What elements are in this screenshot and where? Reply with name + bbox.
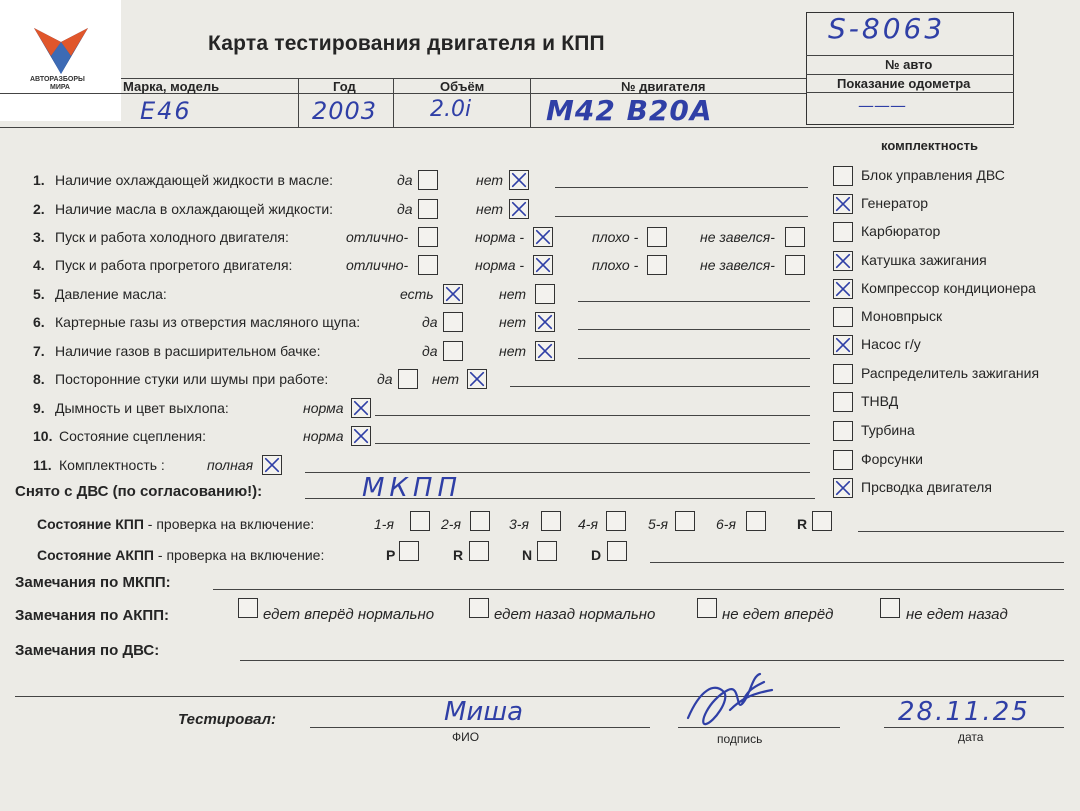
year-label: Год	[333, 79, 356, 94]
check-option-label: норма	[303, 400, 344, 416]
car-number-value: S-8063	[828, 12, 946, 45]
akpp-note-label: едет назад нормально	[494, 606, 656, 623]
check-row-number: 7.	[33, 343, 45, 359]
check-option-label: полная	[207, 457, 254, 473]
logo	[0, 0, 121, 121]
date-value: 28.11.25	[898, 697, 1030, 727]
check-option-box[interactable]	[418, 199, 438, 219]
kit-item-checkbox[interactable]	[833, 392, 853, 412]
check-mark-icon	[468, 370, 486, 388]
gear-label: 3-я	[509, 516, 529, 532]
kit-item-checkbox[interactable]	[833, 307, 853, 327]
kit-item-label: Турбина	[861, 422, 915, 438]
kit-item-label: Компрессор кондиционера	[861, 280, 1036, 296]
date-caption: дата	[958, 730, 984, 744]
volume-label: Объём	[440, 79, 485, 94]
gear-checkbox[interactable]	[410, 511, 430, 531]
kpp-label	[37, 516, 314, 532]
check-row-label: Наличие охлаждающей жидкости в масле:	[55, 172, 334, 188]
logo-icon	[34, 28, 88, 74]
akpp-mode-checkbox[interactable]	[469, 541, 489, 561]
notes-dvs-label: Замечания по ДВС:	[15, 642, 160, 659]
akpp-mode-label: R	[453, 547, 464, 563]
check-option-box[interactable]	[443, 284, 463, 304]
check-mark-icon	[534, 256, 552, 274]
check-row-number: 1.	[33, 172, 45, 188]
kit-item-label: Насос г/у	[861, 336, 921, 352]
logo-line-2: МИРА	[50, 84, 70, 91]
check-row-label: Пуск и работа холодного двигателя:	[55, 229, 289, 245]
gear-checkbox[interactable]	[746, 511, 766, 531]
gear-label: 1-я	[374, 516, 394, 532]
check-option-box[interactable]	[418, 227, 438, 247]
underline	[578, 358, 810, 359]
check-option-label: отлично-	[346, 229, 409, 245]
kit-item-label: Карбюратор	[861, 223, 941, 239]
kit-item-checkbox[interactable]	[833, 279, 853, 299]
check-option-box[interactable]	[647, 255, 667, 275]
check-mark-icon	[834, 479, 852, 497]
kit-item-checkbox[interactable]	[833, 194, 853, 214]
check-option-label: норма	[303, 428, 344, 444]
kit-item-label: ТНВД	[861, 393, 899, 409]
notes-mkpp-label: Замечания по МКПП:	[15, 574, 171, 591]
check-option-box[interactable]	[533, 227, 553, 247]
akpp-mode-checkbox[interactable]	[537, 541, 557, 561]
akpp-note-checkbox[interactable]	[469, 598, 489, 618]
check-option-box[interactable]	[535, 312, 555, 332]
check-option-box[interactable]	[535, 341, 555, 361]
check-row-label: Картерные газы из отверстия масляного щупа:	[55, 314, 361, 330]
check-mark-icon	[536, 313, 554, 331]
check-option-label: нет	[476, 201, 503, 217]
check-mark-icon	[510, 200, 528, 218]
gear-checkbox[interactable]	[675, 511, 695, 531]
odometer-value: ———	[858, 96, 906, 115]
check-option-label: плохо -	[592, 257, 639, 273]
check-option-label: не завелся-	[700, 229, 775, 245]
signature-caption: подпись	[717, 732, 763, 746]
check-option-label: да	[377, 371, 393, 387]
notes-akpp-label: Замечания по АКПП:	[15, 607, 169, 624]
check-option-label: норма -	[475, 229, 525, 245]
kit-item-checkbox[interactable]	[833, 421, 853, 441]
underline	[555, 216, 808, 217]
akpp-mode-label: N	[522, 547, 533, 563]
check-row-number: 5.	[33, 286, 45, 302]
check-row-label: Комплектность :	[59, 457, 165, 473]
check-option-box[interactable]	[647, 227, 667, 247]
check-row-number: 3.	[33, 229, 45, 245]
check-option-box[interactable]	[785, 227, 805, 247]
check-row-label: Посторонние стуки или шумы при работе:	[55, 371, 329, 387]
check-mark-icon	[352, 427, 370, 445]
gear-label: 6-я	[716, 516, 736, 532]
kpp-label-bold: Состояние КПП	[37, 516, 144, 532]
check-option-box[interactable]	[262, 455, 282, 475]
check-row-number: 2.	[33, 201, 45, 217]
check-mark-icon	[536, 342, 554, 360]
akpp-note-label: не едет назад	[906, 606, 1008, 623]
check-option-box[interactable]	[785, 255, 805, 275]
check-option-box[interactable]	[443, 312, 463, 332]
underline	[555, 187, 808, 188]
removed-label: Снято с ДВС (по согласованию!):	[15, 483, 263, 500]
kit-item-checkbox[interactable]	[833, 364, 853, 384]
gear-label: 4-я	[578, 516, 598, 532]
removed-value: МКПП	[362, 473, 462, 503]
check-row-number: 6.	[33, 314, 45, 330]
check-option-label: да	[422, 314, 438, 330]
brand-model-value: E46	[140, 97, 192, 125]
underline	[375, 415, 810, 416]
kit-item-checkbox[interactable]	[833, 251, 853, 271]
volume-value: 2.0i	[430, 97, 472, 122]
check-option-label: отлично-	[346, 257, 409, 273]
akpp-label-bold: Состояние АКПП	[37, 547, 154, 563]
check-row-label: Наличие газов в расширительном бачке:	[55, 343, 321, 359]
check-option-box[interactable]	[418, 170, 438, 190]
check-mark-icon	[263, 456, 281, 474]
kpp-label-rest: - проверка на включение:	[143, 516, 315, 532]
check-option-label: да	[422, 343, 438, 359]
kit-item-checkbox[interactable]	[833, 335, 853, 355]
check-mark-icon	[510, 171, 528, 189]
check-row-label: Пуск и работа прогретого двигателя:	[55, 257, 293, 273]
check-option-label: не завелся-	[700, 257, 775, 273]
check-mark-icon	[834, 195, 852, 213]
year-value: 2003	[312, 97, 378, 125]
check-option-label: нет	[499, 343, 526, 359]
check-option-box[interactable]	[509, 199, 529, 219]
engine-number-value: M42 B20A	[546, 94, 713, 127]
check-option-box[interactable]	[398, 369, 418, 389]
name-caption: ФИО	[452, 730, 480, 744]
odometer-label: Показание одометра	[837, 76, 971, 91]
underline	[578, 301, 810, 302]
gear-checkbox[interactable]	[541, 511, 561, 531]
check-option-label: нет	[476, 172, 503, 188]
gear-checkbox[interactable]	[606, 511, 626, 531]
check-option-label: плохо -	[592, 229, 639, 245]
gear-label: 2-я	[441, 516, 461, 532]
underline	[578, 329, 810, 330]
check-row-number: 4.	[33, 257, 45, 273]
kit-item-checkbox[interactable]	[833, 450, 853, 470]
check-option-label: нет	[499, 286, 526, 302]
kit-item-label: Блок управления ДВС	[861, 167, 1005, 183]
akpp-note-checkbox[interactable]	[697, 598, 717, 618]
akpp-mode-label: P	[386, 547, 396, 563]
check-option-label: да	[397, 201, 413, 217]
akpp-mode-checkbox[interactable]	[399, 541, 419, 561]
tested-label: Тестировал:	[178, 711, 276, 728]
check-mark-icon	[352, 399, 370, 417]
kit-item-label: Прсводка двигателя	[861, 479, 992, 495]
akpp-note-label: едет вперёд нормально	[263, 606, 435, 623]
akpp-label-rest: - проверка на включение:	[154, 547, 325, 563]
kit-item-label: Генератор	[861, 195, 929, 211]
check-option-box[interactable]	[535, 284, 555, 304]
gear-checkbox[interactable]	[470, 511, 490, 531]
akpp-note-checkbox[interactable]	[880, 598, 900, 618]
akpp-mode-checkbox[interactable]	[607, 541, 627, 561]
kit-item-label: Моновпрыск	[861, 308, 943, 324]
akpp-note-checkbox[interactable]	[238, 598, 258, 618]
check-mark-icon	[534, 228, 552, 246]
akpp-note-label: не едет вперёд	[722, 606, 834, 623]
kit-item-checkbox[interactable]	[833, 166, 853, 186]
kit-item-checkbox[interactable]	[833, 222, 853, 242]
kit-item-label: Распределитель зажигания	[861, 365, 1040, 381]
kit-title: комплектность	[881, 138, 978, 153]
check-option-box[interactable]	[418, 255, 438, 275]
check-option-label: нет	[432, 371, 459, 387]
check-row-number: 8.	[33, 371, 45, 387]
underline	[510, 386, 810, 387]
check-option-box[interactable]	[443, 341, 463, 361]
check-option-label: норма -	[475, 257, 525, 273]
check-row-label: Состояние сцепления:	[59, 428, 206, 444]
check-mark-icon	[834, 252, 852, 270]
check-mark-icon	[834, 280, 852, 298]
check-option-label: нет	[499, 314, 526, 330]
check-row-number: 10.	[33, 428, 53, 444]
brand-model-label: Марка, модель	[123, 79, 220, 94]
check-option-label: да	[397, 172, 413, 188]
check-mark-icon	[834, 336, 852, 354]
akpp-label	[37, 547, 324, 563]
gear-checkbox[interactable]	[812, 511, 832, 531]
tester-name-value: Миша	[444, 697, 524, 727]
page-title: Карта тестирования двигателя и КПП	[208, 32, 605, 55]
engine-number-label: № двигателя	[621, 79, 706, 94]
check-row-label: Наличие масла в охлаждающей жидкости:	[55, 201, 334, 217]
check-option-label: есть	[400, 286, 434, 302]
check-mark-icon	[444, 285, 462, 303]
check-option-box[interactable]	[351, 398, 371, 418]
gear-label: 5-я	[648, 516, 668, 532]
logo-line-1: АВТОРАЗБОРЫ	[30, 76, 85, 83]
check-option-box[interactable]	[509, 170, 529, 190]
kit-item-label: Катушка зажигания	[861, 252, 987, 268]
check-row-label: Дымность и цвет выхлопа:	[55, 400, 229, 416]
gear-label: R	[797, 516, 808, 532]
check-row-label: Давление масла:	[55, 286, 167, 302]
kit-item-checkbox[interactable]	[833, 478, 853, 498]
kit-item-label: Форсунки	[861, 451, 923, 467]
check-option-box[interactable]	[351, 426, 371, 446]
underline	[375, 443, 810, 444]
check-row-number: 9.	[33, 400, 45, 416]
check-option-box[interactable]	[533, 255, 553, 275]
signature	[680, 670, 780, 732]
check-option-box[interactable]	[467, 369, 487, 389]
akpp-mode-label: D	[591, 547, 602, 563]
check-row-number: 11.	[33, 457, 52, 473]
car-number-label: № авто	[885, 57, 933, 72]
